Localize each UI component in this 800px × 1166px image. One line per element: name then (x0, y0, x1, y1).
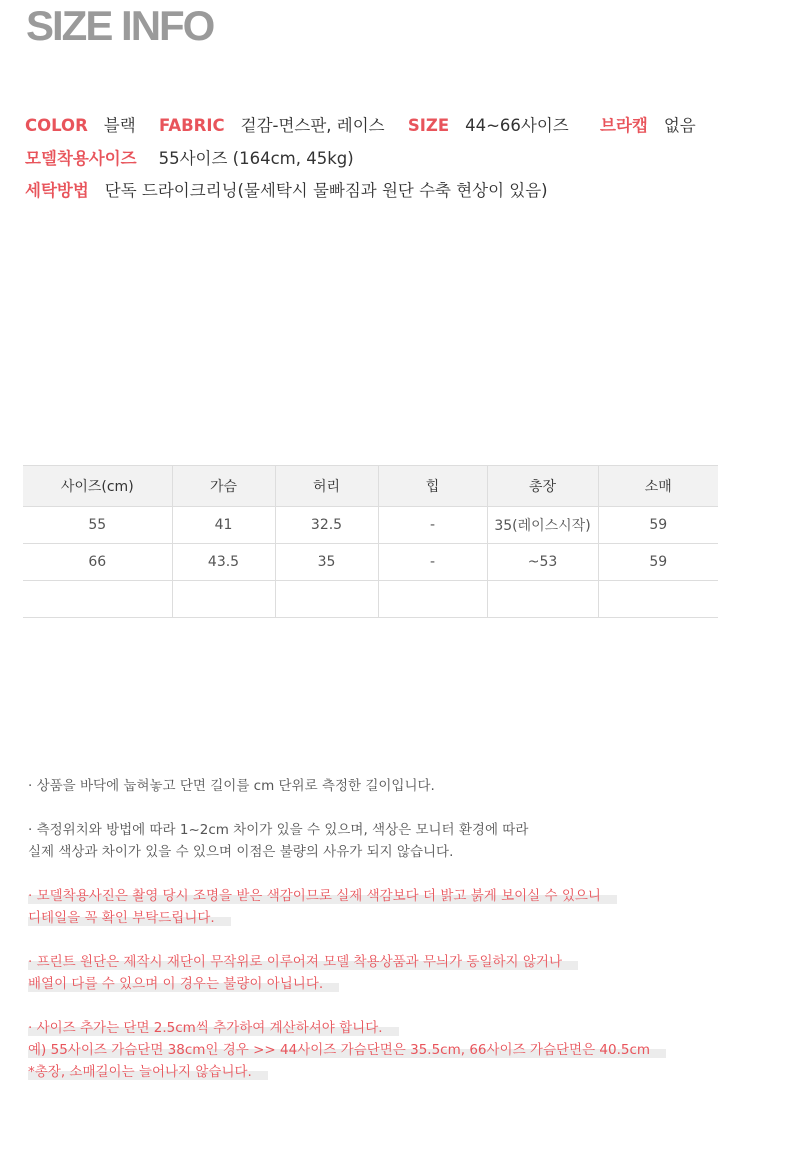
table-cell: ~53 (487, 544, 598, 581)
table-cell: 35 (275, 544, 378, 581)
table-cell: - (378, 507, 487, 544)
note-line: · 측정위치와 방법에 따라 1~2cm 차이가 있을 수 있으며, 색상은 모니터 환경에 따라 (28, 822, 529, 838)
fabric-key: FABRIC (158, 116, 225, 135)
header-waist: 허리 (275, 466, 378, 507)
note-print-fabric (28, 951, 788, 995)
table-cell: 32.5 (275, 507, 378, 544)
note-line: *총장, 소매길이는 늘어나지 않습니다. (28, 1064, 268, 1080)
table-row (23, 544, 718, 581)
header-length: 총장 (487, 466, 598, 507)
note-line: 실제 색상과 차이가 있을 수 있으며 이점은 불량의 사유가 되지 않습니다. (28, 844, 454, 860)
table-cell: 43.5 (172, 544, 275, 581)
table-cell: 41 (172, 507, 275, 544)
product-info-row-1 (25, 112, 714, 136)
note-deviation (28, 819, 788, 863)
table-row (23, 581, 718, 618)
table-cell (598, 581, 718, 618)
color-value: 블랙 (103, 116, 136, 135)
color-key: COLOR (25, 116, 88, 135)
table-row (23, 507, 718, 544)
table-cell (23, 581, 172, 618)
note-line: 예) 55사이즈 가슴단면 38cm인 경우 >> 44사이즈 가슴단면은 35.5cm, 66사이즈 가슴단면은 40.5cm (28, 1042, 666, 1058)
note-measurement (28, 775, 788, 797)
table-cell: 35(레이스시작) (487, 507, 598, 544)
header-chest: 가슴 (172, 466, 275, 507)
model-size-key: 모델착용사이즈 (25, 149, 137, 168)
table-cell: 66 (23, 544, 172, 581)
product-info-row-3 (25, 177, 566, 201)
note-line: · 사이즈 추가는 단면 2.5cm씩 추가하여 계산하셔야 합니다. (28, 1020, 399, 1036)
table-cell: 59 (598, 507, 718, 544)
table-header-row (23, 466, 718, 507)
size-key: SIZE (407, 116, 450, 135)
note-line: · 모델착용사진은 촬영 당시 조명을 받은 색감이므로 실제 색감보다 더 밝고 붉게 보이실 수 있으니 (28, 888, 617, 904)
note-line: · 프린트 원단은 제작시 재단이 무작위로 이루어져 모델 착용상품과 무늬가 동일하지 않거나 (28, 954, 578, 970)
table-cell (275, 581, 378, 618)
note-model-photo (28, 885, 788, 929)
model-size-value: 55사이즈 (164cm, 45kg) (158, 149, 354, 168)
washing-key: 세탁방법 (25, 181, 89, 200)
note-line: · 상품을 바닥에 눕혀놓고 단면 길이를 cm 단위로 측정한 길이입니다. (28, 778, 435, 794)
washing-value: 단독 드라이크리닝(물세탁시 물빠짐과 원단 수축 현상이 있음) (104, 181, 548, 200)
table-cell: 55 (23, 507, 172, 544)
size-table (23, 465, 718, 618)
header-size: 사이즈(cm) (23, 466, 172, 507)
product-info-row-2 (25, 145, 372, 169)
page-title: SIZE INFO (26, 2, 214, 49)
bracap-value: 없음 (663, 116, 696, 135)
table-cell (378, 581, 487, 618)
table-cell: - (378, 544, 487, 581)
header-hip: 힙 (378, 466, 487, 507)
size-value: 44~66사이즈 (465, 116, 569, 135)
bracap-key: 브라캡 (600, 116, 648, 135)
table-cell (487, 581, 598, 618)
notes-section (28, 775, 788, 1105)
note-line: 디테일을 꼭 확인 부탁드립니다. (28, 910, 231, 926)
header-sleeve: 소매 (598, 466, 718, 507)
table-cell (172, 581, 275, 618)
note-line: 배열이 다를 수 있으며 이 경우는 불량이 아닙니다. (28, 976, 339, 992)
table-cell: 59 (598, 544, 718, 581)
note-size-addition (28, 1017, 788, 1083)
fabric-value: 겉감-면스판, 레이스 (240, 116, 385, 135)
